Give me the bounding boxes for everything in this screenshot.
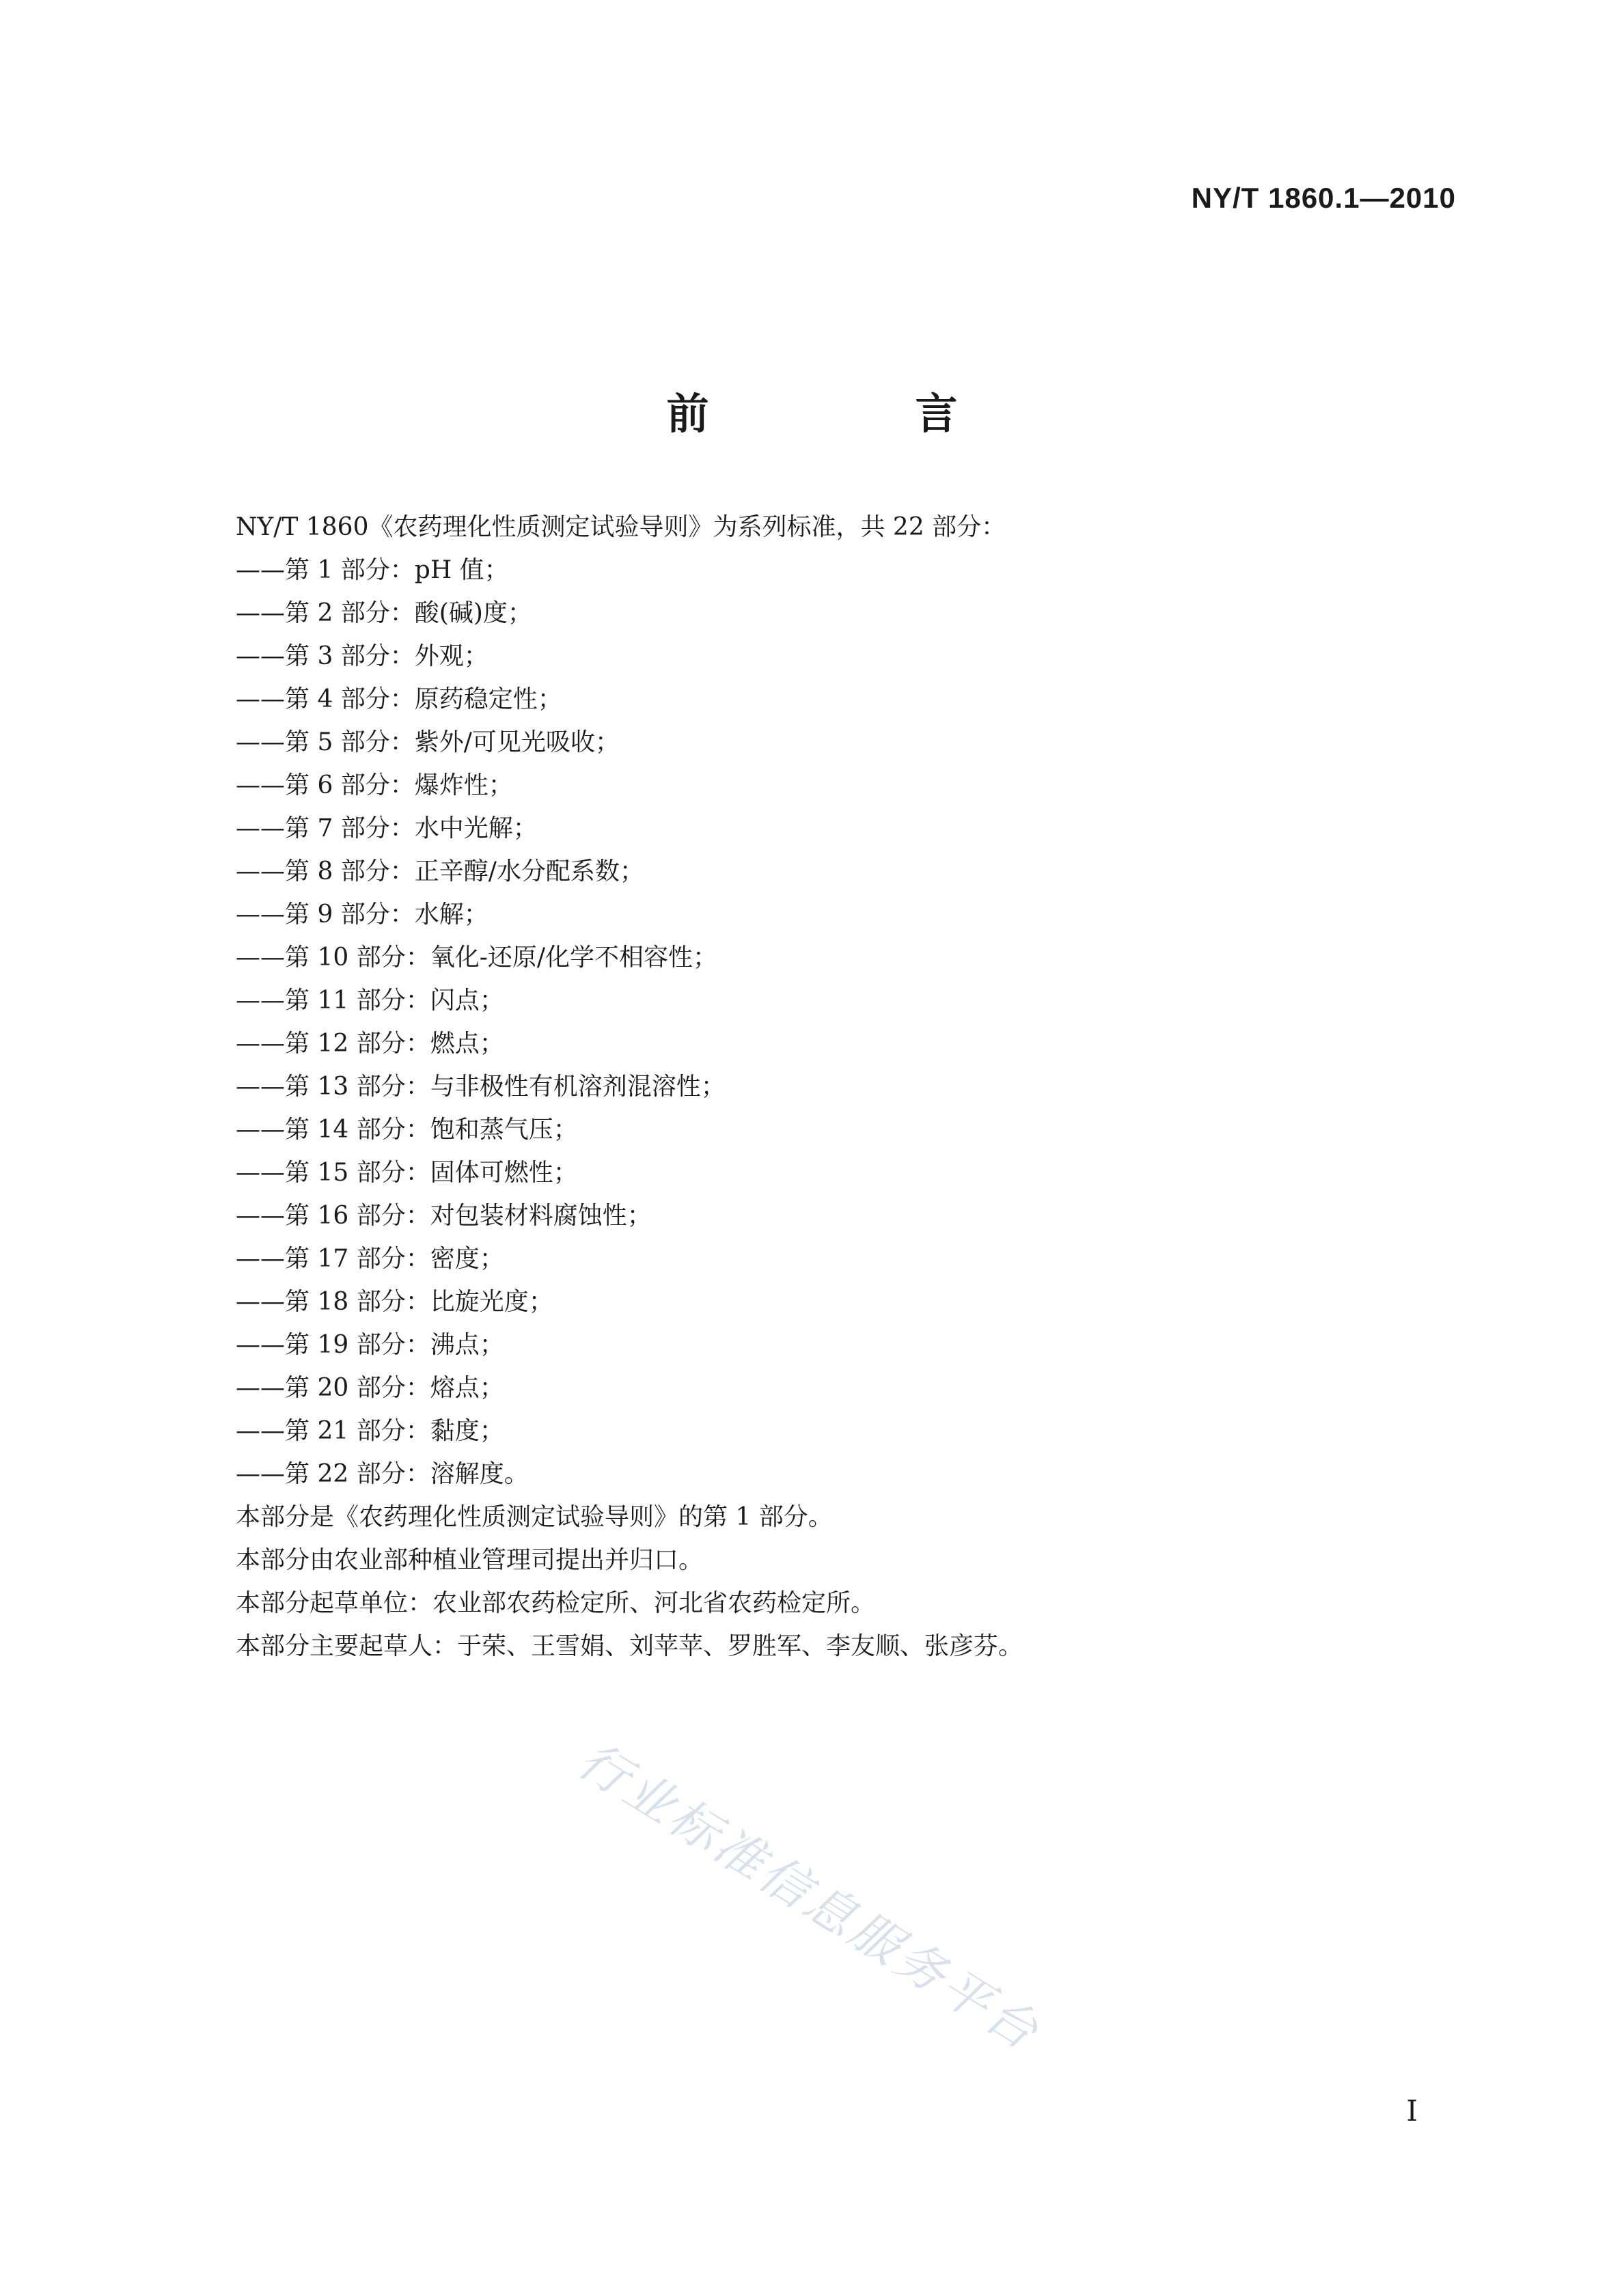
list-item: ——第 13 部分：与非极性有机溶剂混溶性； <box>236 1073 726 1101</box>
list-item: ——第 3 部分：外观； <box>236 642 488 670</box>
list-item: ——第 11 部分：闪点； <box>236 987 504 1015</box>
list-item: ——第 6 部分：爆炸性； <box>236 771 513 799</box>
list-item: ——第 21 部分：黏度； <box>236 1417 504 1445</box>
list-item: ——第 1 部分：pH 值； <box>236 556 509 584</box>
parts-list <box>236 549 1465 1496</box>
list-item: ——第 7 部分：水中光解； <box>236 814 538 842</box>
list-item: ——第 10 部分：氧化-还原/化学不相容性； <box>236 944 717 972</box>
list-item: ——第 8 部分：正辛醇/水分配系数； <box>236 857 644 885</box>
intro-line: NY/T 1860《农药理化性质测定试验导则》为系列标准，共 22 部分： <box>236 513 1006 541</box>
list-item: ——第 5 部分：紫外/可见光吸收； <box>236 728 620 756</box>
statement-proposer: 本部分由农业部种植业管理司提出并归口。 <box>236 1546 704 1574</box>
list-item: ——第 9 部分：水解； <box>236 900 488 928</box>
page-number: I <box>1406 2094 1418 2128</box>
statement-part-number: 本部分是《农药理化性质测定试验导则》的第 1 部分。 <box>236 1503 833 1531</box>
statement-drafting-units: 本部分起草单位：农业部农药检定所、河北省农药检定所。 <box>236 1589 876 1617</box>
list-item: ——第 15 部分：固体可燃性； <box>236 1159 578 1187</box>
list-item: ——第 4 部分：原药稳定性； <box>236 685 562 713</box>
list-item: ——第 17 部分：密度； <box>236 1245 504 1273</box>
list-item: ——第 14 部分：饱和蒸气压； <box>236 1116 578 1144</box>
watermark: 行业标准信息服务平台 <box>568 1731 1051 2063</box>
list-item: ——第 2 部分：酸(碱)度； <box>236 599 532 627</box>
statement-drafters: 本部分主要起草人：于荣、王雪娟、刘苹苹、罗胜军、李友顺、张彦芬。 <box>236 1632 1023 1660</box>
list-item: ——第 20 部分：熔点； <box>236 1374 504 1402</box>
page-title: 前 言 <box>666 389 1040 439</box>
list-item: ——第 19 部分：沸点； <box>236 1331 504 1359</box>
list-item: ——第 12 部分：燃点； <box>236 1030 504 1058</box>
standard-code: NY/T 1860.1—2010 <box>1191 182 1456 214</box>
list-item: ——第 16 部分：对包装材料腐蚀性； <box>236 1202 652 1230</box>
list-item: ——第 22 部分：溶解度。 <box>236 1460 529 1488</box>
list-item: ——第 18 部分：比旋光度； <box>236 1288 553 1316</box>
foreword-body <box>236 506 1465 1668</box>
